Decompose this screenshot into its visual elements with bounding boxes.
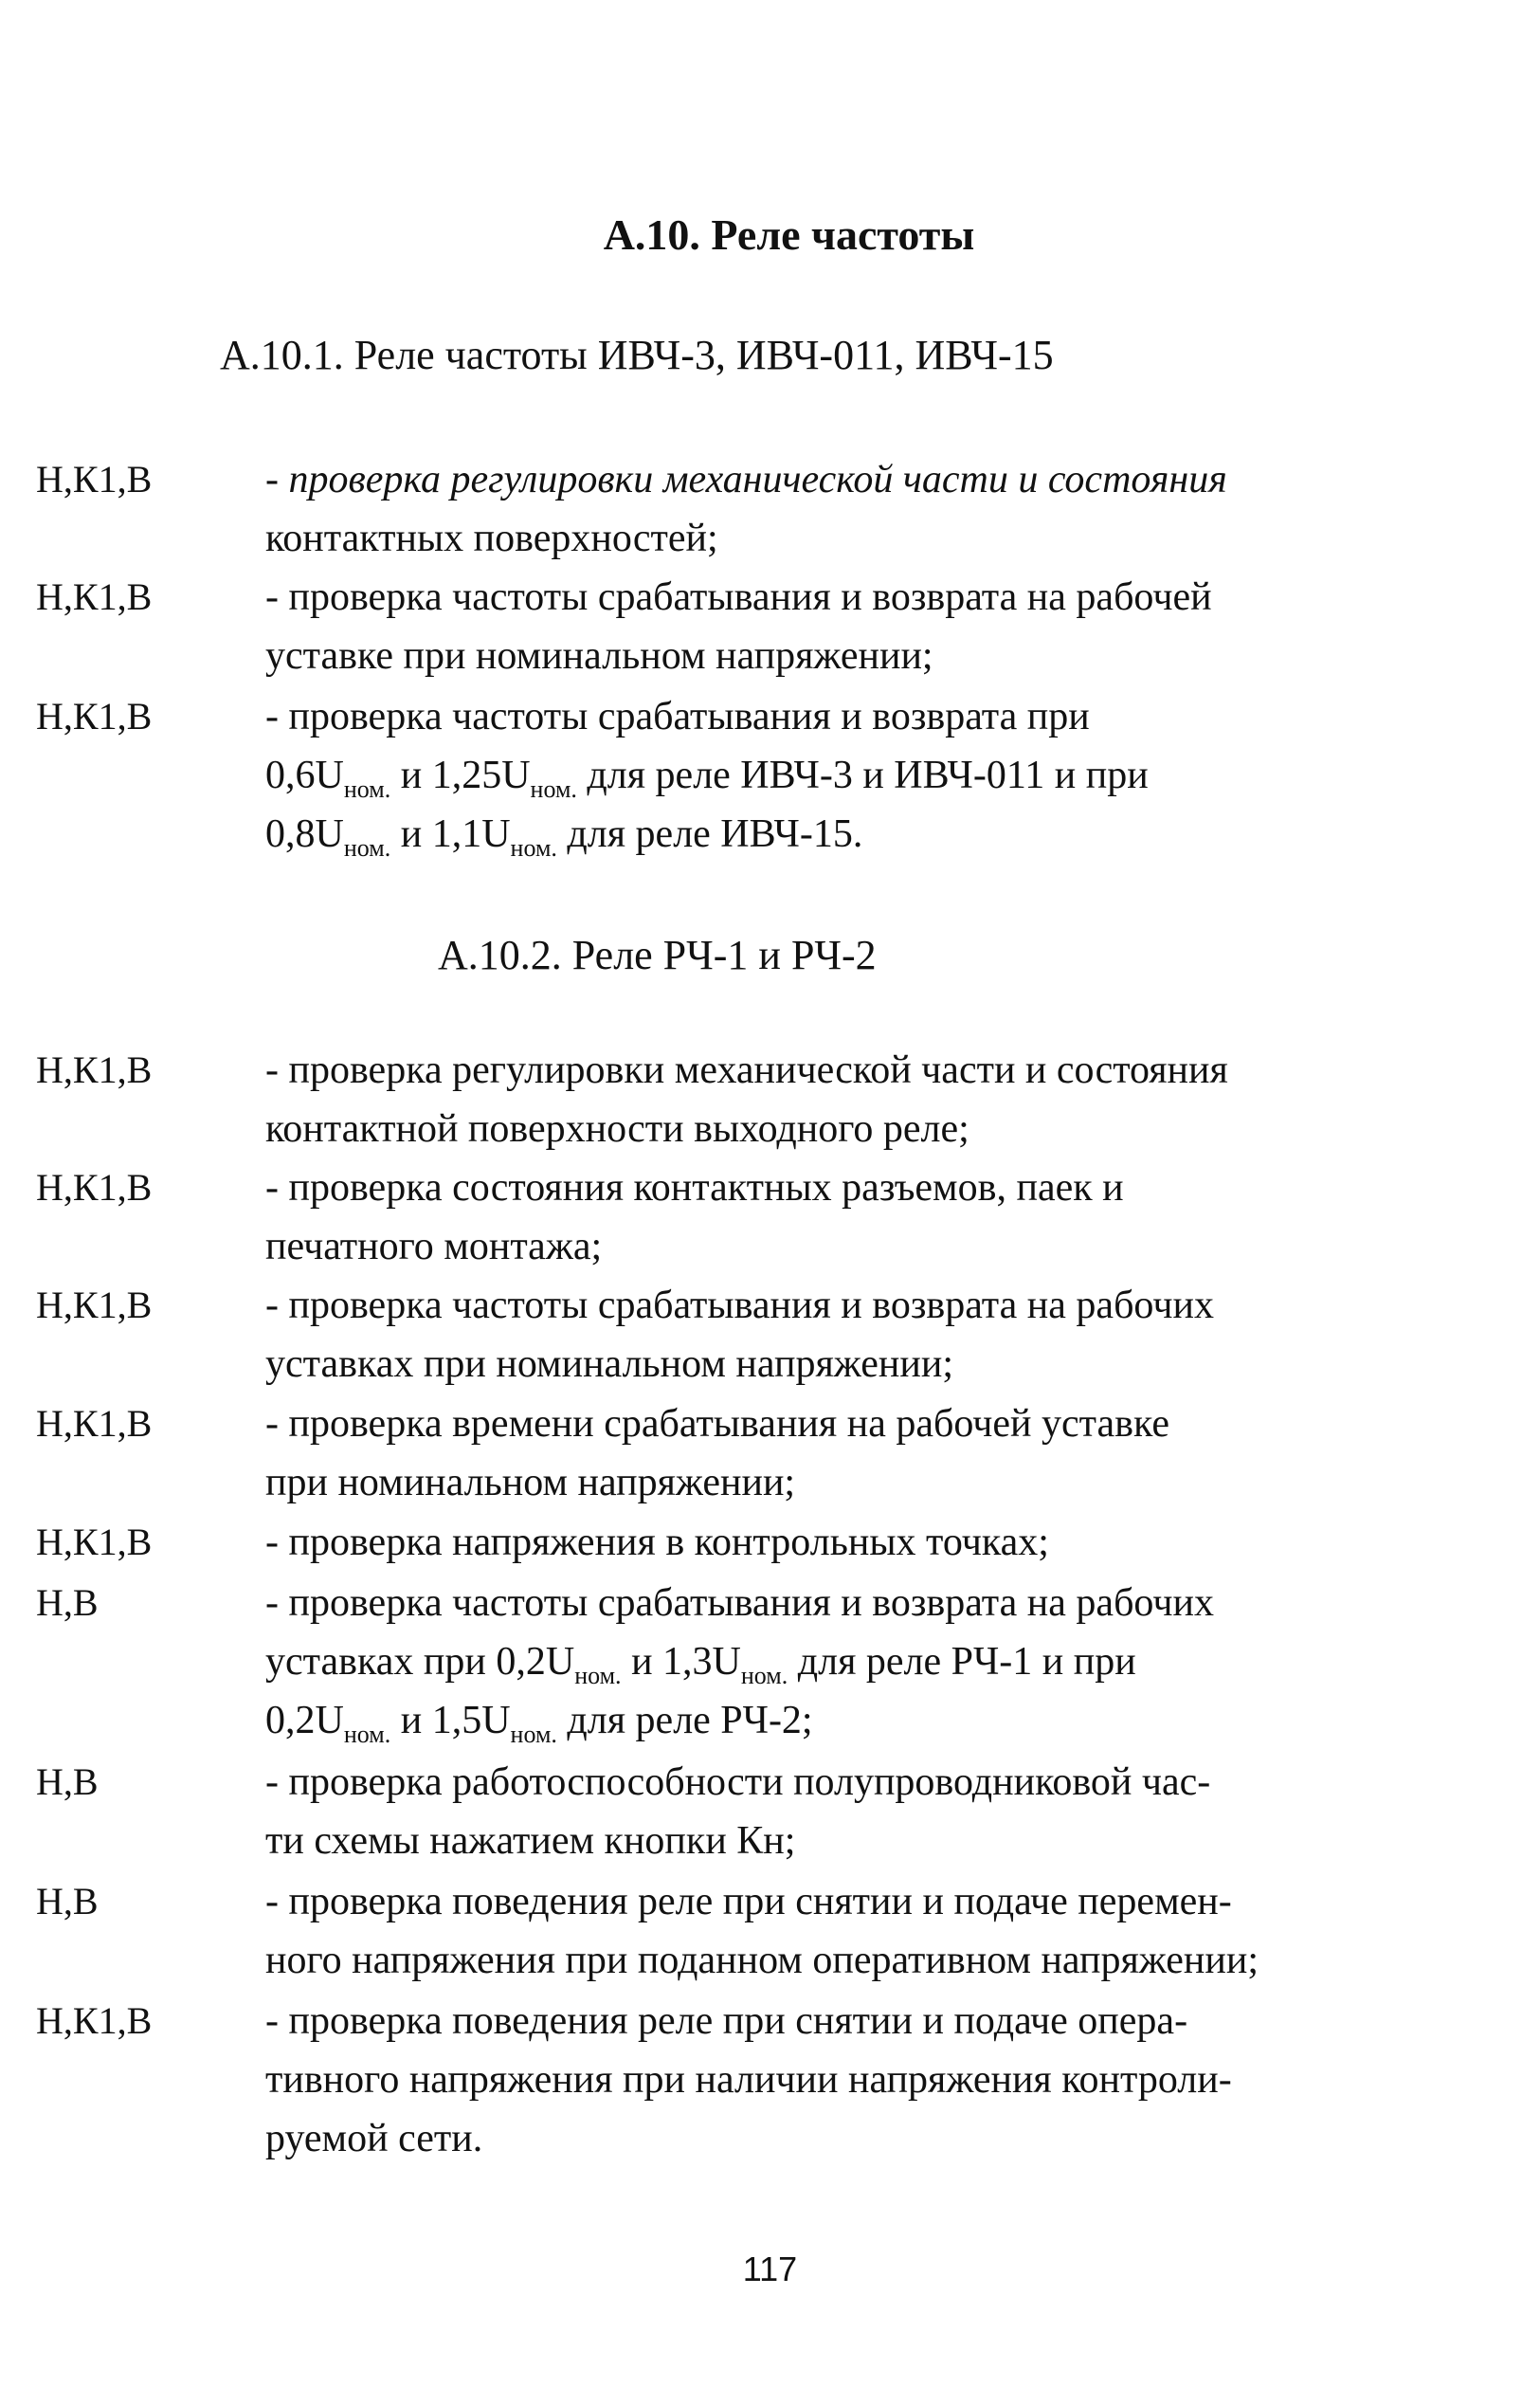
item-line: - проверка состояния контактных разъемов, паек и [265,1166,1124,1210]
item-line: ного напряжения при поданном оперативном напряжении; [265,1939,1259,1982]
subsection-heading-rch: А.10.2. Реле РЧ-1 и РЧ-2 [438,932,877,978]
item-text [265,1041,1346,1158]
item-text [265,1574,1346,1750]
item-line: - проверка частоты срабатывания и возврата при [265,695,1090,738]
item-line: - проверка напряжения в контрольных точках; [265,1521,1049,1564]
page-number: 117 [742,2250,798,2288]
item-code: Н,В [36,1760,99,1803]
item-text [265,450,1346,568]
item-code: Н,К1,В [36,1521,153,1563]
item-line: уставке при номинальном напряжении; [265,634,933,678]
item-line: тивного напряжения при наличии напряжения контроли- [265,2058,1232,2102]
item-code: Н,К1,В [36,1166,153,1209]
item-text [265,1394,1346,1512]
item-line: руемой сети. [265,2117,483,2160]
item-code: Н,К1,В [36,575,153,618]
item-line: - проверка частоты срабатывания и возврата на рабочих [265,1581,1214,1625]
item-line: при номинальном напряжении; [265,1461,796,1504]
item-line-formula: уставках при $0,2U_{ном.}$ и $1,3U_{ном.}$ для реле РЧ-1 и при [265,1640,1136,1689]
item-code: Н,К1,В [36,1284,153,1326]
section-title: А.10. Реле частоты [603,210,975,259]
item-text [265,1872,1346,1990]
item-code: Н,В [36,1880,99,1922]
item-code: Н,К1,В [36,1048,153,1091]
item-line-formula: $0,8U_{ном.}$ и $1,1U_{ном.}$ для реле ИВЧ-15. [265,812,863,862]
item-text [265,568,1346,685]
item-line-formula: $0,2U_{ном.}$ и $1,5U_{ном.}$ для реле РЧ-2; [265,1699,813,1748]
item-code: Н,К1,В [36,1402,153,1445]
item-text [265,1513,1346,1572]
item-line: печатного монтажа; [265,1225,603,1268]
item-line: - проверка работоспособности полупроводниковой час- [265,1760,1211,1804]
item-line-formula: $0,6U_{ном.}$ и $1,25U_{ном.}$ для реле ИВЧ-3 и ИВЧ-011 и при [265,754,1149,803]
item-text [265,1992,1346,2168]
item-text [265,1753,1346,1870]
item-line: - проверка поведения реле при снятии и подаче опера- [265,1999,1188,2043]
item-text [265,1158,1346,1276]
item-line: - проверка частоты срабатывания и возврата на рабочих [265,1284,1214,1327]
item-code: Н,К1,В [36,458,153,501]
item-line: уставках при номинальном напряжении; [265,1342,953,1386]
item-line: - проверка регулировки механической части и состояния [265,1048,1228,1092]
item-line: контактной поверхности выходного реле; [265,1107,969,1151]
item-line: - проверка регулировки механической части и состояния [265,458,1227,501]
item-line: - проверка частоты срабатывания и возврата на рабочей [265,575,1212,619]
item-code: Н,К1,В [36,695,153,738]
item-line: - проверка поведения реле при снятии и подаче перемен- [265,1880,1232,1923]
item-line: ти схемы нажатием кнопки Кн; [265,1819,796,1863]
item-line: контактных поверхностей; [265,517,718,560]
item-text [265,687,1346,864]
item-code: Н,В [36,1581,99,1624]
item-text [265,1276,1346,1394]
subsection-heading-ivch: А.10.1. Реле частоты ИВЧ-3, ИВЧ-011, ИВЧ-15 [220,332,1054,378]
item-code: Н,К1,В [36,1999,153,2042]
item-line: - проверка времени срабатывания на рабочей уставке [265,1402,1169,1446]
